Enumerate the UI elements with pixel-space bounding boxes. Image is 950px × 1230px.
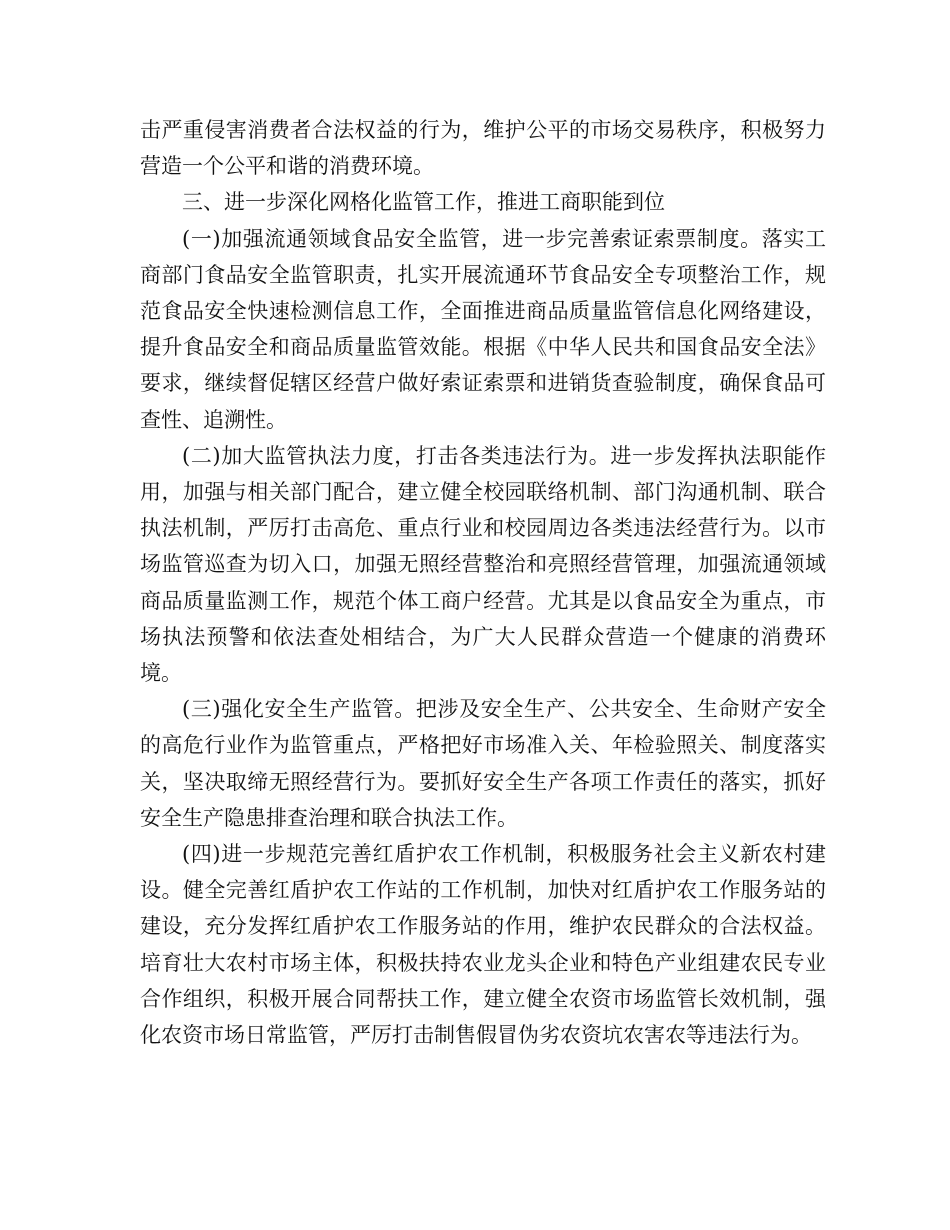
paragraph-continuation: 击严重侵害消费者合法权益的行为，维护公平的市场交易秩序，积极努力营造一个公平和谐的消费环境。 <box>140 118 826 179</box>
paragraph-item-4: (四)进一步规范完善红盾护农工作机制，积极服务社会主义新农村建设。健全完善红盾护农工作站的工作机制，加快对红盾护农工作服务站的建设，充分发挥红盾护农工作服务站的作用，维护农民群众的合法权益。培育壮大农村市场主体，积极扶持农业龙头企业和特色产业组建农民专业合作组织，积极开展合同帮扶工作，建立健全农资市场监管长效机制，强化农资市场日常监管，严厉打击制售假冒伪劣农资坑农害农等违法行为。 <box>140 842 826 1048</box>
section-heading: 三、进一步深化网格化监管工作，推进工商职能到位 <box>182 190 665 215</box>
document-body <box>140 112 826 1053</box>
paragraph-item-1: (一)加强流通领域食品安全监管，进一步完善索证索票制度。落实工商部门食品安全监管职责，扎实开展流通环节食品安全专项整治工作，规范食品安全快速检测信息工作，全面推进商品质量监管信息化网络建设，提升食品安全和商品质量监管效能。根据《中华人民共和国食品安全法》要求，继续督促辖区经营户做好索证索票和进销货查验制度，确保食品可查性、追溯性。 <box>140 226 826 432</box>
paragraph-item-3: (三)强化安全生产监管。把涉及安全生产、公共安全、生命财产安全的高危行业作为监管重点，严格把好市场准入关、年检验照关、制度落实关，坚决取缔无照经营行为。要抓好安全生产各项工作责任的落实，抓好安全生产隐患排查治理和联合执法工作。 <box>140 697 826 830</box>
paragraph-item-2: (二)加大监管执法力度，打击各类违法行为。进一步发挥执法职能作用，加强与相关部门配合，建立健全校园联络机制、部门沟通机制、联合执法机制，严厉打击高危、重点行业和校园周边各类违法经营行为。以市场监管巡查为切入口，加强无照经营整治和亮照经营管理，加强流通领域商品质量监测工作，规范个体工商户经营。尤其是以食品安全为重点，市场执法预警和依法查处相结合，为广大人民群众营造一个健康的消费环境。 <box>140 443 826 686</box>
